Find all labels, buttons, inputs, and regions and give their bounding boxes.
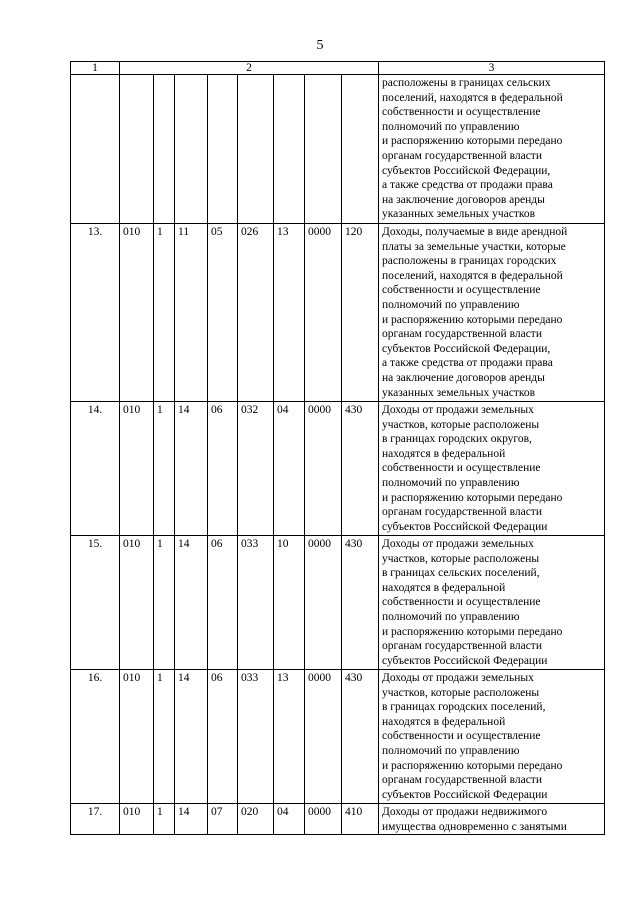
row-description: расположены в границах сельских поселений, находятся в федеральной собственности и осуществление полномочий по управлению и распоряжению которыми передано органам государственной власти субъектов Российской Федерации, а также средства от продажи права на заключение договоров аренды указанных земельных участков (379, 75, 605, 224)
row-description: Доходы от продажи земельных участков, которые расположены в границах сельских поселений, находятся в федеральной собственности и осуществление полномочий по управлению и распоряжению которыми передано органам государственной власти субъектов Российской Федерации (379, 536, 605, 670)
code-segment: 0000 (305, 224, 342, 402)
code-segment: 0000 (305, 536, 342, 670)
table-row (71, 804, 605, 835)
table-row (71, 224, 605, 402)
code-segment: 410 (342, 804, 379, 835)
code-segment (342, 75, 379, 224)
code-segment: 010 (120, 670, 154, 804)
code-segment: 06 (208, 670, 238, 804)
code-segment: 06 (208, 402, 238, 536)
code-segment: 010 (120, 536, 154, 670)
code-segment (305, 75, 342, 224)
code-segment: 033 (238, 670, 274, 804)
code-segment (154, 75, 175, 224)
code-segment: 13 (274, 224, 305, 402)
code-segment: 010 (120, 804, 154, 835)
table-row (71, 402, 605, 536)
code-segment: 020 (238, 804, 274, 835)
code-segment: 430 (342, 536, 379, 670)
row-description: Доходы, получаемые в виде арендной платы за земельные участки, которые расположены в границах городских поселений, находятся в федеральной собственности и осуществление полномочий по управлению и распоряжению которыми передано органам государственной власти субъектов Российской Федерации, а также средства от продажи права на заключение договоров аренды указанных земельных участков (379, 224, 605, 402)
code-segment: 010 (120, 224, 154, 402)
table-row (71, 75, 605, 224)
code-segment: 07 (208, 804, 238, 835)
header-row (71, 62, 605, 75)
code-segment: 0000 (305, 670, 342, 804)
code-segment: 14 (175, 670, 208, 804)
code-segment: 1 (154, 224, 175, 402)
code-segment: 13 (274, 670, 305, 804)
header-col-2: 2 (120, 62, 379, 75)
code-segment: 14 (175, 804, 208, 835)
row-number: 17. (71, 804, 120, 835)
code-segment: 04 (274, 402, 305, 536)
code-segment (238, 75, 274, 224)
row-number (71, 75, 120, 224)
code-segment: 033 (238, 536, 274, 670)
code-segment: 11 (175, 224, 208, 402)
header-col-1: 1 (71, 62, 120, 75)
code-segment: 14 (175, 536, 208, 670)
row-number: 13. (71, 224, 120, 402)
code-segment: 1 (154, 536, 175, 670)
row-description: Доходы от продажи земельных участков, которые расположены в границах городских поселений, находятся в федеральной собственности и осуществление полномочий по управлению и распоряжению которыми передано органам государственной власти субъектов Российской Федерации (379, 670, 605, 804)
table-row (71, 536, 605, 670)
code-segment: 04 (274, 804, 305, 835)
code-segment: 0000 (305, 804, 342, 835)
code-segment: 430 (342, 402, 379, 536)
row-number: 16. (71, 670, 120, 804)
code-segment: 010 (120, 402, 154, 536)
header-col-3: 3 (379, 62, 605, 75)
code-segment: 1 (154, 670, 175, 804)
code-segment: 0000 (305, 402, 342, 536)
table-row (71, 670, 605, 804)
code-segment (120, 75, 154, 224)
code-segment: 026 (238, 224, 274, 402)
code-segment: 10 (274, 536, 305, 670)
code-segment: 120 (342, 224, 379, 402)
code-segment: 06 (208, 536, 238, 670)
row-number: 14. (71, 402, 120, 536)
row-description: Доходы от продажи земельных участков, которые расположены в границах городских округов, находятся в федеральной собственности и осуществление полномочий по управлению и распоряжению которыми передано органам государственной власти субъектов Российской Федерации (379, 402, 605, 536)
code-segment: 14 (175, 402, 208, 536)
code-segment: 05 (208, 224, 238, 402)
revenue-codes-table (70, 61, 605, 835)
code-segment: 1 (154, 402, 175, 536)
row-number: 15. (71, 536, 120, 670)
code-segment: 1 (154, 804, 175, 835)
code-segment (175, 75, 208, 224)
code-segment: 032 (238, 402, 274, 536)
code-segment (208, 75, 238, 224)
code-segment: 430 (342, 670, 379, 804)
page-number: 5 (316, 38, 324, 53)
row-description: Доходы от продажи недвижимого имущества одновременно с занятыми (379, 804, 605, 835)
code-segment (274, 75, 305, 224)
